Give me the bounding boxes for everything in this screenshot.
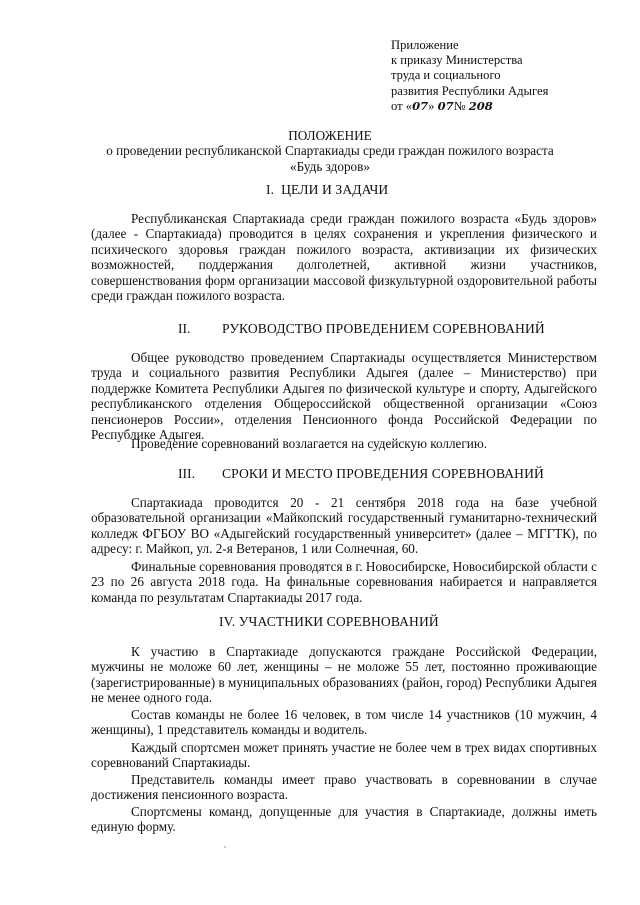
paragraph: Каждый спортсмен может принять участие не более чем в трех видах спортивных соревнований Спартакиады. [91, 740, 597, 771]
section-heading [266, 182, 388, 198]
section-number: I. [266, 182, 275, 197]
paragraph: Представитель команды имеет право участвовать в соревновании в случае достижения пенсионного возраста. [91, 772, 597, 803]
paragraph: Общее руководство проведением Спартакиады осуществляется Министерством труда и социального развития Республики Адыгея (далее – Министерство) при поддержке Комитета Республики Адыгея по физической культуре и спорту, Адыгейского республиканского отделения Общероссийской общественной организации «Союз пенсионеров России», отделения Пенсионного фонда Российской Федерации по Республике Адыгея. [91, 350, 597, 443]
paragraph: Спортсмены команд, допущенные для участия в Спартакиаде, должны иметь единую форму. [91, 804, 597, 835]
section-title: РУКОВОДСТВО ПРОВЕДЕНИЕМ СОРЕВНОВАНИЙ [222, 321, 545, 336]
section-number: II. [178, 321, 191, 336]
title-main: ПОЛОЖЕНИЕ [288, 128, 372, 143]
handwritten-number: 208 [468, 98, 493, 113]
document-title [100, 128, 560, 174]
paragraph: Финальные соревнования проводятся в г. Новосибирске, Новосибирской области с 23 по 26 августа 2018 года. На финальные соревнования набирается и направляется команда по результатам Спартакиады 2017 года. [91, 559, 597, 605]
handwritten-day: 07 [412, 98, 429, 113]
section-title: СРОКИ И МЕСТО ПРОВЕДЕНИЯ СОРЕВНОВАНИЙ [222, 466, 544, 481]
annex-line: к приказу Министерства [391, 53, 523, 68]
section-number: IV. [219, 614, 236, 629]
paragraph: Республиканская Спартакиада среди граждан пожилого возраста «Будь здоров» (далее - Спартакиада) проводится в целях сохранения и укрепления физического и психического здоровья граждан пожилого возраста, активизации их физических возможностей, поддержания долголетней, активной жизни участников, совершенствования форм организации массовой физкультурной оздоровительной работы среди граждан пожилого возраста. [91, 211, 597, 304]
date-mid: » [428, 98, 435, 113]
title-subtitle: о проведении республиканской Спартакиады среди граждан пожилого возраста «Будь здоров» [106, 143, 554, 174]
date-prefix: от « [391, 98, 413, 113]
scan-speck [224, 846, 226, 848]
annex-line: Приложение [391, 38, 459, 52]
paragraph: К участию в Спартакиаде допускаются граждане Российской Федерации, мужчины не моложе 60 лет, женщины – не моложе 55 лет, постоянно проживающие (зарегистрированные) в муниципальных образованиях (район, город) Республики Адыгея не менее одного года. [91, 644, 597, 706]
number-label: № [453, 98, 466, 113]
paragraph: Спартакиада проводится 20 - 21 сентября 2018 года на базе учебной образовательной организации «Майкопский государственный гуманитарно-технический колледж ФГБОУ ВО «Адыгейский государственный университет» (далее – МГГТК), по адресу: г. Майкоп, ул. 2-я Ветеранов, 1 или Солнечная, 60. [91, 495, 597, 557]
section-heading [219, 614, 439, 630]
annex-line: труда и социального [391, 68, 501, 83]
paragraph: Состав команды не более 16 человек, в том числе 14 участников (10 мужчин, 4 женщины), 1 представитель команды и водитель. [91, 707, 597, 738]
section-title: ЦЕЛИ И ЗАДАЧИ [281, 182, 389, 197]
annex-line: развития Республики Адыгея [391, 83, 549, 98]
handwritten-month: 07 [437, 98, 454, 113]
annex-date-line [391, 99, 548, 114]
annex-block [391, 38, 548, 114]
section-title: УЧАСТНИКИ СОРЕВНОВАНИЙ [238, 614, 439, 629]
paragraph: Проведение соревнований возлагается на судейскую коллегию. [131, 436, 488, 451]
section-number: III. [178, 466, 195, 481]
